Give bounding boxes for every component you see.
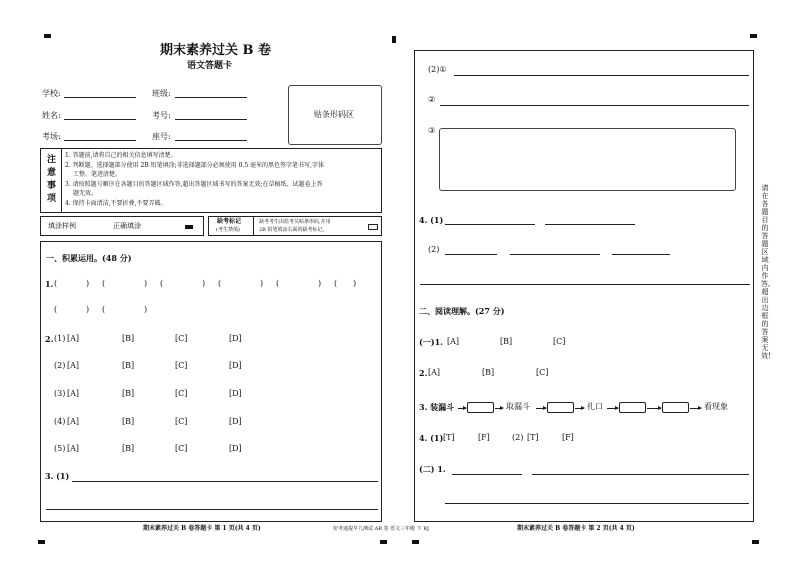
section-heading: 二、阅读理解。(27 分) — [419, 306, 505, 316]
side-note: 请在各题目的答题区域内作答,超出边框的答案无效! — [761, 184, 771, 360]
section-heading: 一、积累运用。(48 分) — [46, 253, 132, 263]
registration-mark — [750, 34, 757, 38]
paren: ) — [144, 305, 148, 314]
spine-text: 密考通提早九测试 AB 卷 语文三年级 下 RJ — [333, 526, 430, 532]
paren: ) — [144, 279, 148, 288]
flow-step: 扎口 — [587, 402, 603, 411]
answer-line[interactable] — [445, 254, 497, 255]
absent-text: 2B 铅笔填涂右面的缺考标记。 — [259, 227, 328, 233]
option-d[interactable]: [D] — [229, 389, 242, 398]
q-label: (2)① — [428, 65, 447, 74]
option-a[interactable]: [A] — [67, 334, 80, 343]
q-label: 2. — [419, 368, 428, 378]
answer-area-1 — [40, 241, 382, 522]
notes-heading: 注 意 事 项 — [46, 155, 56, 204]
option-b[interactable]: [B] — [482, 368, 495, 377]
q-label: 3. 装漏斗 — [419, 402, 455, 412]
page-footer: 期末素养过关 B 卷答题卡 第 1 页(共 4 页) — [143, 525, 261, 532]
q-label: (2) — [428, 245, 440, 254]
note-line: 1. 答题前,请将自己的相关信息填写清楚。 — [65, 152, 177, 159]
option-b[interactable]: [B] — [500, 337, 513, 346]
page-subtitle: 语文答题卡 — [187, 61, 233, 71]
exam-no-label: 考号: — [152, 111, 171, 120]
option-d[interactable]: [D] — [229, 334, 242, 343]
option-true[interactable]: [T] — [527, 433, 539, 442]
registration-mark — [392, 36, 396, 43]
option-b[interactable]: [B] — [122, 444, 135, 453]
answer-line[interactable] — [545, 224, 635, 225]
option-d[interactable]: [D] — [229, 361, 242, 370]
answer-line[interactable] — [440, 105, 749, 106]
paren: ) — [353, 279, 357, 288]
q2-row-label: (3) — [54, 389, 66, 398]
arrow — [690, 408, 701, 409]
q2-row-label: (4) — [54, 417, 66, 426]
option-b[interactable]: [B] — [122, 334, 135, 343]
flow-step: 取漏斗 — [506, 402, 530, 411]
q-label: (二) 1. — [419, 464, 446, 474]
q-label: ③ — [428, 126, 436, 135]
option-a[interactable]: [A] — [67, 417, 80, 426]
option-a[interactable]: [A] — [428, 368, 441, 377]
filled-mark — [185, 225, 193, 229]
answer-line[interactable] — [445, 503, 749, 504]
option-c[interactable]: [C] — [175, 361, 188, 370]
option-b[interactable]: [B] — [122, 389, 135, 398]
option-c[interactable]: [C] — [175, 389, 188, 398]
paren: ( — [54, 279, 58, 288]
answer-box[interactable] — [439, 128, 736, 191]
class-field[interactable] — [175, 97, 247, 98]
room-label: 考场: — [42, 132, 61, 141]
option-c[interactable]: [C] — [553, 337, 566, 346]
q-label: 4. (1) — [419, 433, 444, 443]
answer-line[interactable] — [420, 284, 750, 285]
answer-line[interactable] — [452, 474, 522, 475]
note-line: 3. 请按照题号顺序在各题目的答题区域作答,超出答题区域书写的答案无效;在草稿纸、试题卷上答 — [65, 181, 323, 188]
option-a[interactable]: [A] — [67, 389, 80, 398]
barcode-area — [288, 85, 382, 145]
answer-line[interactable] — [46, 509, 378, 510]
option-a[interactable]: [A] — [447, 337, 460, 346]
flow-blank[interactable] — [467, 402, 494, 413]
q2-row-label: (2) — [54, 361, 66, 370]
option-a[interactable]: [A] — [67, 444, 80, 453]
q2-row-label: (1) — [54, 334, 66, 343]
absent-text: 缺考考生由监考员贴条形码,并用 — [259, 219, 331, 225]
paren: ( — [276, 279, 280, 288]
school-label: 学校: — [42, 89, 61, 98]
notes-box — [40, 148, 382, 213]
page-footer: 期末素养过关 B 卷答题卡 第 2 页(共 4 页) — [517, 525, 635, 532]
option-c[interactable]: [C] — [175, 417, 188, 426]
q3-label: 3. (1) — [45, 471, 70, 481]
note-line: 2. 判断题、选择题部分使用 2B 铅笔填涂;非选择题部分必须使用 0.5 毫米的黑色签字笔书写,字体 — [65, 162, 324, 169]
answer-line[interactable] — [532, 474, 749, 475]
paren: ) — [86, 279, 90, 288]
arrow — [495, 408, 503, 409]
option-a[interactable]: [A] — [67, 361, 80, 370]
option-d[interactable]: [D] — [229, 444, 242, 453]
flow-blank[interactable] — [662, 402, 689, 413]
note-line: 题无效。 — [73, 190, 98, 197]
seat-label: 座号: — [152, 132, 171, 141]
paren: ( — [218, 279, 222, 288]
exam-no-field[interactable] — [175, 119, 247, 120]
absent-label: 缺考标记 — [217, 218, 242, 225]
registration-mark — [44, 34, 51, 38]
paren: ) — [202, 279, 206, 288]
q-label: ② — [428, 95, 436, 104]
option-c[interactable]: [C] — [175, 444, 188, 453]
absent-sub: (考生禁填) — [216, 227, 240, 233]
q-label: 4. (1) — [419, 215, 444, 225]
option-c[interactable]: [C] — [536, 368, 549, 377]
arrow — [575, 408, 584, 409]
seat-field[interactable] — [175, 140, 247, 141]
room-field[interactable] — [64, 140, 136, 141]
option-b[interactable]: [B] — [122, 417, 135, 426]
paren: ( — [102, 279, 106, 288]
note-line: 4. 保持卡面清洁,不要折叠,不要弄破。 — [65, 200, 167, 207]
q-label: (2) — [512, 433, 524, 442]
arrow — [536, 408, 546, 409]
registration-mark — [38, 540, 45, 544]
q2-label: 2. — [45, 334, 54, 344]
fill-example-label: 填涂样例 — [48, 222, 76, 230]
fill-correct-label: 正确填涂 — [113, 222, 141, 230]
paren: ) — [260, 279, 264, 288]
name-field[interactable] — [64, 119, 136, 120]
flow-blank[interactable] — [619, 402, 646, 413]
arrow — [647, 408, 661, 409]
arrow — [607, 408, 618, 409]
name-label: 姓名: — [42, 111, 61, 120]
registration-mark — [380, 540, 387, 544]
paren: ) — [86, 305, 90, 314]
answer-line[interactable] — [612, 254, 670, 255]
option-false[interactable]: [F] — [562, 433, 574, 442]
class-label: 班级: — [152, 89, 171, 98]
answer-line[interactable] — [72, 481, 378, 482]
registration-mark — [752, 540, 759, 544]
arrow — [458, 408, 466, 409]
option-false[interactable]: [F] — [478, 433, 490, 442]
paren: ) — [318, 279, 322, 288]
answer-line[interactable] — [454, 75, 749, 76]
flow-blank[interactable] — [547, 402, 574, 413]
option-true[interactable]: [T] — [443, 433, 455, 442]
barcode-label: 贴条形码区 — [314, 110, 354, 119]
school-field[interactable] — [64, 97, 136, 98]
option-b[interactable]: [B] — [122, 361, 135, 370]
note-line: 工整、笔迹清楚。 — [73, 171, 122, 178]
q-label: (一)1. — [419, 337, 443, 347]
answer-area-2 — [414, 50, 754, 522]
option-c[interactable]: [C] — [175, 334, 188, 343]
flow-step: 看现象 — [704, 402, 728, 411]
registration-mark — [412, 540, 419, 544]
q1-label: 1. — [45, 279, 54, 289]
paren: ( — [54, 305, 58, 314]
option-d[interactable]: [D] — [229, 417, 242, 426]
paren: ( — [160, 279, 164, 288]
page-title: 期末素养过关 B 卷 — [160, 43, 272, 58]
paren: ( — [334, 279, 338, 288]
q2-row-label: (5) — [54, 444, 66, 453]
absent-box — [208, 216, 382, 236]
fill-example-box — [40, 216, 204, 236]
answer-line[interactable] — [445, 224, 535, 225]
answer-line[interactable] — [510, 254, 600, 255]
absent-mark-box[interactable] — [368, 224, 378, 230]
paren: ( — [102, 305, 106, 314]
